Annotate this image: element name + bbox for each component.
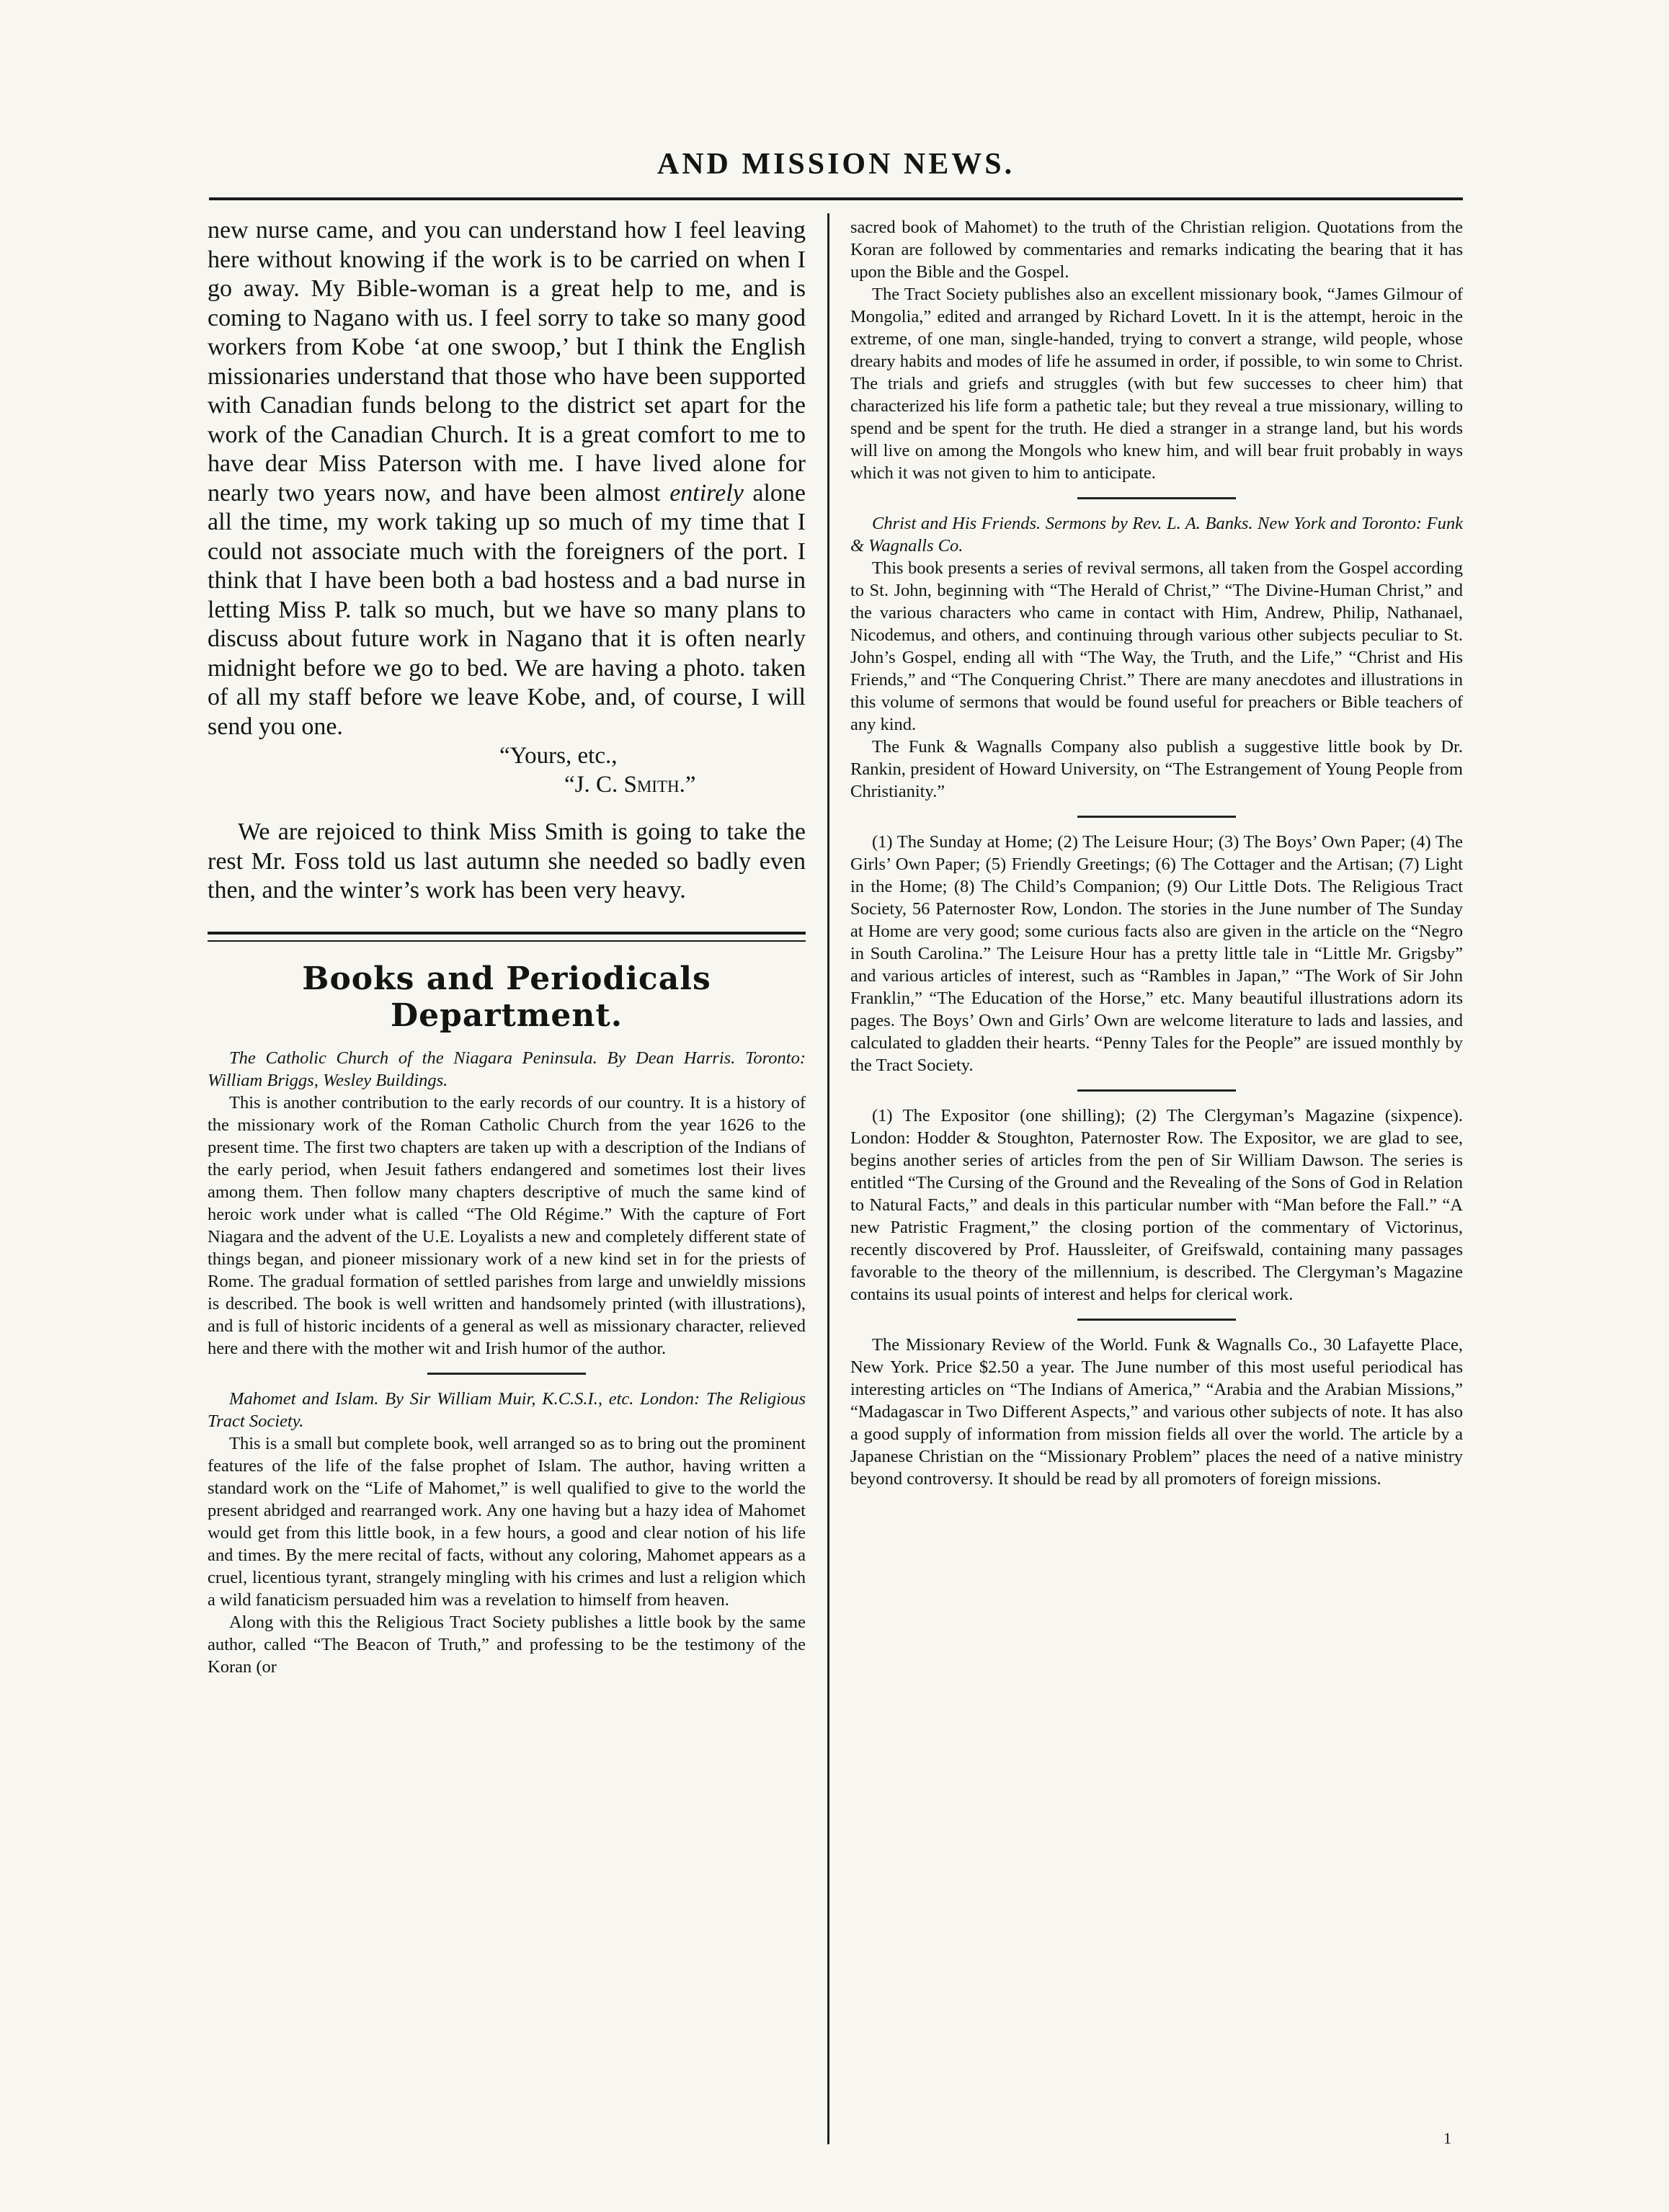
left-column (208, 216, 806, 1678)
review-mahomet (208, 1388, 806, 1678)
review-text: This is a small but complete book, well arranged so as to bring out the prominent features of the life of the false prophet of Islam. The author, having written a standard work on the “Life of Mahomet,” is well qualified to give to the world the present abridged and rearranged work. Any one having but a hazy idea of Mahomet would get from this little book, in a few hours, a good and clear notion of his life and times. By the mere recital of facts, without any coloring, Mahomet appears as a cruel, licentious tyrant, strangely mingling with his crimes and lust a religion which a wild fanaticism persuaded him was a revelation to himself from heaven. (208, 1433, 806, 1610)
review-expositor: (1) The Expositor (one shilling); (2) The Clergyman’s Magazine (sixpence). London: Hodder & Stoughton, Paternoster Row. The Expositor, we are glad to see, begins another series of articles from the pen of Sir William Dawson. The series is entitled “The Cursing of the Ground and the Revealing of the Sons of God in Relation to Natural Facts,” and deals in this particular number with “Man before the Fall.” “A new Patristic Fragment,” the closing portion of the commentary of Victorinus, recently discovered by Prof. Haussleiter, of Greifswald, containing many passages favorable to the theory of the millennium, is described. The Clergyman’s Magazine contains its usual points of interest and helps for clerical work. (850, 1106, 1463, 1304)
review-rankin: The Funk & Wagnalls Company also publish a suggestive little book by Dr. Rankin, president of Howard University, on “The Estrangement of Young People from Christianity.” (850, 737, 1463, 801)
header-title: AND MISSION NEWS. (657, 148, 1015, 181)
review-divider (1077, 1319, 1236, 1321)
review-heading-banks: Christ and His Friends. Sermons by Rev. L. A. Banks. New York and Toronto: Funk & Wagnalls Co. (850, 514, 1463, 556)
letter-body-continued: alone all the time, my work taking up so much of my time that I could not associate much with the foreigners of the port. I think that I have been both a bad hostess and a bad nurse in letting Miss P. talk so much, but we have so many plans to discuss about future work in Nagano that it is often nearly midnight before we go to bed. We are having a photo. taken of all my staff before we leave Kobe, and, of course, I will send you one. (208, 479, 806, 740)
review-tract-society-periodicals: (1) The Sunday at Home; (2) The Leisure Hour; (3) The Boys’ Own Paper; (4) The Girls’ Own Paper; (5) Friendly Greetings; (6) The Cottager and the Artisan; (7) Light in the Home; (8) The Child’s Companion; (9) Our Little Dots. The Religious Tract Society, 56 Paternoster Row, London. The stories in the June number of The Sunday at Home are very good; some curious facts also are given in the article on the “Negro in South Carolina.” The Leisure Hour has a pretty little tale in “Little Mr. Grigsby” and various articles of interest, such as “Rambles in Japan,” “The Work of Sir John Franklin,” “The Education of the Horse,” etc. Many beautiful illustrations adorn its pages. The Boys’ Own and Girls’ Own are welcome literature to lads and lassies, and calculated to gladden their hearts. “Penny Tales for the People” are issued monthly by the Tract Society. (850, 832, 1463, 1075)
review-banks: This book presents a series of revival sermons, all taken from the Gospel according to St. John, beginning with “The Herald of Christ,” “The Divine-Human Christ,” and the various characters who came in contact with Him, Andrew, Philip, Nathanael, Nicodemus, and others, and continuing through various other subjects peculiar to St. John’s Gospel, ending all with “The Way, the Truth, and the Life,” “Christ and His Friends,” and “The Conquering Christ.” There are many anecdotes and illustrations in this volume of sermons that would be found useful for preachers or Bible teachers of any kind. (850, 558, 1463, 734)
review-divider (1077, 816, 1236, 818)
letter-emphasis: entirely (669, 479, 744, 507)
letter-body (208, 216, 806, 741)
review-divider (1077, 1089, 1236, 1092)
editor-note: We are rejoiced to think Miss Smith is going to take the rest Mr. Foss told us last autumn she needed so badly even then, and the winter’s work has been very heavy. (208, 819, 806, 904)
letter-closing: “Yours, etc., (499, 743, 618, 769)
review-continuation: sacred book of Mahomet) to the truth of the Christian religion. Quotations from the Koran are followed by commentaries and remarks indicating the bearing that it has upon the Bible and the Gospel. (850, 218, 1463, 282)
running-header (209, 144, 1463, 200)
review-gilmour: The Tract Society publishes also an excellent missionary book, “James Gilmour of Mongolia,” edited and arranged by Richard Lovett. In it is the attempt, heroic in the extreme, of one man, single-handed, trying to convert a strange, wild people, whose dreary habits and modes of life he assumed in order, if possible, to win some to Christ. The trials and griefs and struggles (with but few successes to cheer him) that characterized his life form a pathetic tale; but they reveal a true missionary, willing to spend and be spent for the truth. He died a stranger in a strange land, but his words will live on among the Mongols who knew him, and will bear fruit probably in ways which it was not given to him to anticipate. (850, 285, 1463, 483)
review-heading: The Catholic Church of the Niagara Peninsula. By Dean Harris. Toronto: William Briggs, Wesley Buildings. (208, 1048, 806, 1090)
section-divider (208, 932, 806, 942)
review-divider (427, 1373, 586, 1375)
review-text-continued: Along with this the Religious Tract Society publishes a little book by the same author, called “The Beacon of Truth,” and professing to be the testimony of the Koran (or (208, 1612, 806, 1677)
review-heading: Mahomet and Islam. By Sir William Muir, K.C.S.I., etc. London: The Religious Tract Society. (208, 1388, 806, 1431)
reviews-left (208, 1047, 806, 1678)
review-missionary-review: The Missionary Review of the World. Funk & Wagnalls Co., 30 Lafayette Place, New York. Price $2.50 a year. The June number of this most useful periodical has interesting articles on “The Indians of America,” “Arabia and the Arabian Missions,” “Madagascar in Two Different Aspects,” and various other subjects of note. It has also a good supply of information from mission fields all over the world. The article by a Japanese Christian on the “Missionary Problem” places the need of a native ministry beyond controversy. It should be read by all promoters of foreign missions. (850, 1335, 1463, 1489)
letter-section (208, 216, 806, 906)
letter-body-text: new nurse came, and you can understand how I feel leaving here without knowing if the work is to be carried on when I go away. My Bible-woman is a great help to me, and is coming to Nagano with us. I feel sorry to take so many good workers from Kobe ‘at one swoop,’ but I think the English missionaries understand that those who have been supported with Canadian funds belong to the district set apart for the work of the Canadian Church. It is a great comfort to me to have dear Miss Paterson with me. I have lived alone for nearly two years now, and have been almost (208, 217, 806, 507)
review-catholic-church (208, 1047, 806, 1360)
review-divider (1077, 497, 1236, 499)
letter-signature: “J. C. Smith.” (564, 772, 696, 798)
department-title: Books and Periodicals Department. (302, 960, 711, 1034)
right-column (850, 216, 1463, 1490)
letter-signoff (208, 741, 806, 799)
column-divider (827, 213, 829, 2144)
page-number: 1 (1443, 2129, 1451, 2147)
review-text: This is another contribution to the early records of our country. It is a history of the missionary work of the Roman Catholic Church from the year 1626 to the present time. The first two chapters are taken up with a description of the Indians of the early period, when Jesuit fathers endangered and sometimes lost their lives among them. Then follow many chapters descriptive of much the same kind of heroic work under what is called “The Old Régime.” With the capture of Fort Niagara and the advent of the U.E. Loyalists a new and completely different state of things began, and pioneer missionary work of a new kind set in for the priests of Rome. The gradual formation of settled parishes from large and unwieldly missions is described. The book is well written and handsomely printed (with illustrations), and is full of historic incidents of a general as well as missionary character, relieved here and there with the mother wit and Irish humor of the author. (208, 1092, 806, 1358)
